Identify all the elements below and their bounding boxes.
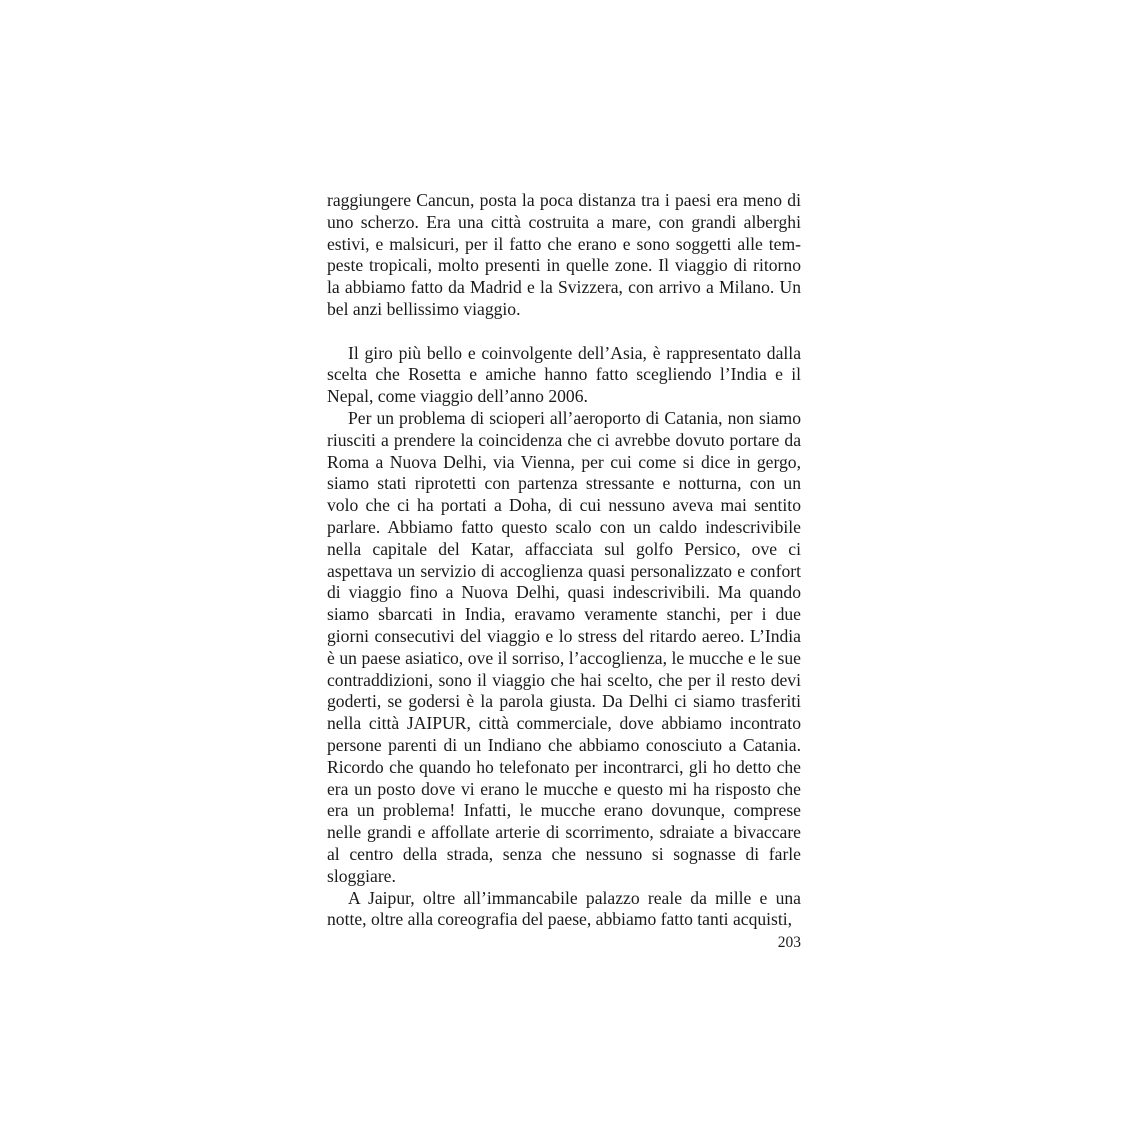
page-body — [327, 190, 801, 931]
page-number: 203 — [777, 934, 801, 951]
paragraph-cancun: raggiungere Cancun, posta la poca distanza tra i paesi era meno di uno scherzo. Era una città costruita a mare, con grandi alberghi estivi, e malsicuri, per il fatto che erano e sono soggetti alle tempeste tropicali, molto presenti in quelle zone. Il viaggio di ritorno la abbiamo fatto da Madrid e la Svizzera, con arrivo a Milano. Un bel anzi bellissimo viaggio. — [327, 190, 801, 319]
paragraph-strike-doha: Per un problema di scioperi all’aeroporto di Catania, non siamo riusciti a prendere la coincidenza che ci avrebbe dovuto portare da Roma a Nuova Delhi, via Vienna, per cui come si dice in gergo, siamo stati riprotetti con partenza stressante e notturna, con un volo che ci ha portati a Doha, di cui nessuno aveva mai sentito parlare. Abbiamo fatto questo scalo con un caldo indescrivibile nella capitale del Katar, affacciata sul golfo Persico, ove ci aspettava un servizio di accoglienza quasi personalizzato e confort di viaggio fino a Nuova Delhi, quasi indescrivibili. Ma quando siamo sbarcati in India, eravamo veramente stanchi, per i due giorni consecutivi del viaggio e lo stress del ritardo aereo. L’India è un paese asiatico, ove il sorriso, l’accoglienza, le mucche e le sue contraddizioni, sono il viaggio che hai scelto, che per il resto devi goderti, se godersi è la parola giusta. Da Delhi ci siamo trasferiti nella città JAIPUR, città commerciale, dove abbiamo incontrato persone parenti di un Indiano che abbiamo conosciuto a Catania. Ricordo che quando ho telefonato per incontrarci, gli ho detto che era un posto dove vi erano le mucche e questo mi ha risposto che era un problema! Infatti, le mucche erano dovunque, comprese nelle grandi e affollate arterie di scorrimento, sdraiate a bivaccare al centro della strada, senza che nessuno si sognasse di farle sloggiare. — [327, 407, 801, 886]
paragraph-jaipur: A Jaipur, oltre all’immancabile palazzo reale da mille e una notte, oltre alla coreografia del paese, abbiamo fatto tanti acquisti, — [327, 887, 801, 930]
paragraph-asia-tour: Il giro più bello e coinvolgente dell’Asia, è rappresentato dalla scelta che Rosetta e amiche hanno fatto scegliendo l’India e il Nepal, come viaggio dell’anno 2006. — [327, 342, 801, 407]
paragraph-gap — [327, 321, 801, 343]
